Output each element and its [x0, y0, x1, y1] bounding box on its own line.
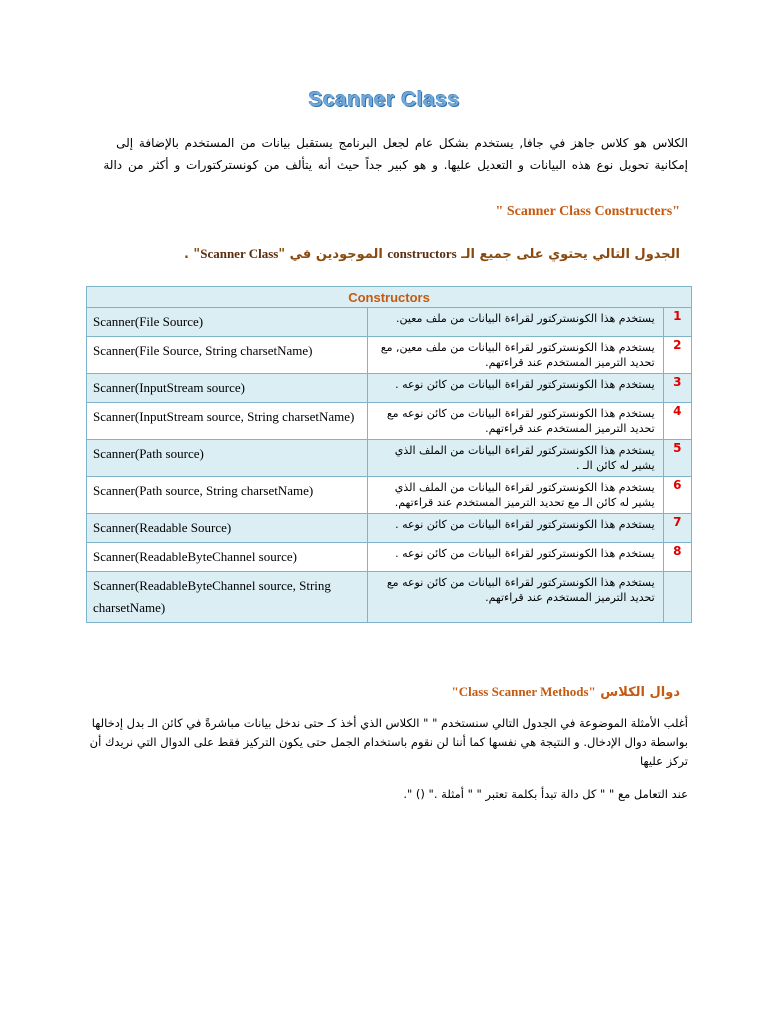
table-row [87, 572, 692, 623]
table-row [87, 477, 692, 514]
constructor-description: يستخدم هذا الكونستركتور لقراءة البيانات من كائن نوعه . [367, 374, 663, 403]
methods-paragraph-1: أغلب الأمثلة الموضوعة في الجدول التالي سنستخدم " " الكلاس الذي أخذ كـ حتى ندخل بيانات مباشرةً في كائن الـ بدل إدخالها بواسطة دوال الإدخال. و النتيجة هي نفسها كما أننا لن نقوم باستخدام الجمل حتى يكون التركيز فقط على الدوال التي نريدك أن تركز عليها [89, 716, 688, 768]
constructor-number: 6 [663, 477, 691, 514]
methods-heading [452, 684, 680, 700]
table-intro-scanner-class: Scanner Class [200, 246, 279, 261]
constructor-number [663, 572, 691, 623]
constructor-number: 5 [663, 440, 691, 477]
constructor-signature: Scanner(File Source) [87, 308, 368, 337]
methods-paragraph-2: عند التعامل مع " " كل دالة تبدأ بكلمة تعتبر " " أمثلة ." () ". [403, 787, 688, 801]
constructor-number: 3 [663, 374, 691, 403]
table-intro-text-1: الجدول التالي يحتوي على جميع الـ [461, 247, 680, 262]
constructor-description: يستخدم هذا الكونستركتور لقراءة البيانات من كائن نوعه . [367, 543, 663, 572]
methods-heading-en: "Class Scanner Methods" [451, 684, 596, 699]
table-intro-end: " . [183, 247, 201, 262]
constructor-description: يستخدم هذا الكونستركتور لقراءة البيانات من الملف الذي يشير له كائن الـ . [367, 440, 663, 477]
constructor-number: 8 [663, 543, 691, 572]
table-row [87, 308, 692, 337]
constructor-description: يستخدم هذا الكونستركتور لقراءة البيانات من كائن نوعه مع تحديد الترميز المستخدم عند قراءتهم. [367, 403, 663, 440]
constructors-table-body [87, 308, 692, 623]
constructor-number: 2 [663, 337, 691, 374]
intro-paragraph: الكلاس هو كلاس جاهز في جافا, يستخدم بشكل عام لجعل البرنامج يستقبل بيانات من المستخدم بالإضافة إلى إمكانية تحويل نوع هذه البيانات و التعديل عليها. و هو كبير جداً حيث أنه يتألف من كونستركتورات و أكثر من دالة [103, 136, 688, 172]
methods-heading-ar: دوال الكلاس [600, 685, 680, 700]
constructors-table [86, 286, 692, 623]
constructor-signature: Scanner(File Source, String charsetName) [87, 337, 368, 374]
constructor-signature: Scanner(Readable Source) [87, 514, 368, 543]
table-row [87, 543, 692, 572]
constructor-number: 7 [663, 514, 691, 543]
table-intro-constructors-word: constructors [387, 246, 457, 261]
constructor-signature: Scanner(InputStream source) [87, 374, 368, 403]
constructor-description: يستخدم هذا الكونستركتور لقراءة البيانات من ملف معين. [367, 308, 663, 337]
table-row [87, 337, 692, 374]
constructor-signature: Scanner(ReadableByteChannel source) [87, 543, 368, 572]
constructor-description: يستخدم هذا الكونستركتور لقراءة البيانات من كائن نوعه . [367, 514, 663, 543]
constructor-signature: Scanner(InputStream source, String charsetName) [87, 403, 368, 440]
constructor-signature: Scanner(Path source) [87, 440, 368, 477]
constructor-signature: Scanner(Path source, String charsetName) [87, 477, 368, 514]
constructors-heading: " Scanner Class Constructers" [495, 204, 680, 219]
constructor-number: 4 [663, 403, 691, 440]
constructor-signature: Scanner(ReadableByteChannel source, String charsetName) [87, 572, 368, 623]
table-row [87, 514, 692, 543]
table-intro-text-2: الموجودين في " [278, 247, 383, 262]
methods-body [88, 714, 688, 818]
constructors-table-header: Constructors [87, 287, 692, 308]
table-row [87, 403, 692, 440]
table-intro [184, 246, 680, 262]
constructor-description: يستخدم هذا الكونستركتور لقراءة البيانات من الملف الذي يشير له كائن الـ مع تحديد الترميز المستخدم عند قراءتهم. [367, 477, 663, 514]
constructor-description: يستخدم هذا الكونستركتور لقراءة البيانات من كائن نوعه مع تحديد الترميز المستخدم عند قراءتهم. [367, 572, 663, 623]
constructor-number: 1 [663, 308, 691, 337]
constructor-description: يستخدم هذا الكونستركتور لقراءة البيانات من ملف معين, مع تحديد الترميز المستخدم عند قراءتهم. [367, 337, 663, 374]
table-row [87, 374, 692, 403]
page-title: Scanner Class [308, 88, 460, 111]
table-row [87, 440, 692, 477]
